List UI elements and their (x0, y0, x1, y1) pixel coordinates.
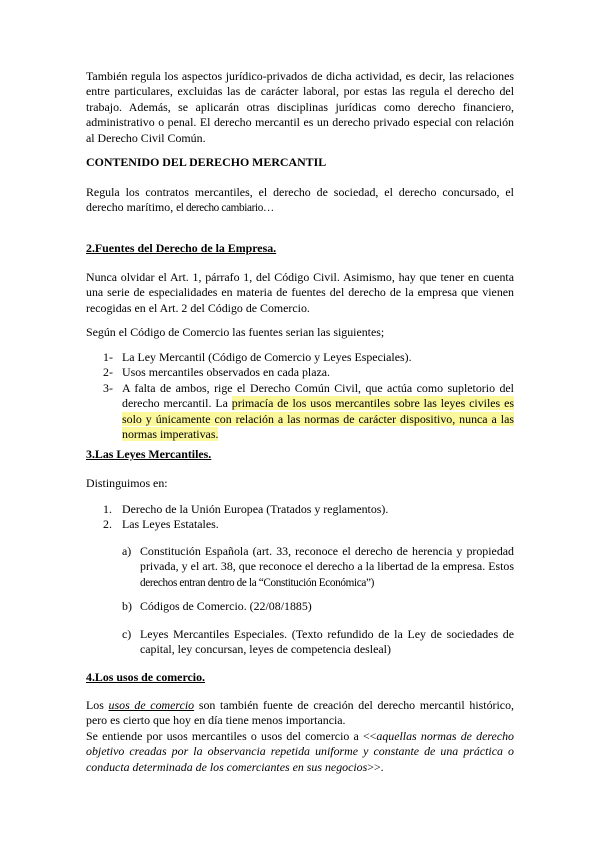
usos-quote: aquellas normas de derecho objetivo creadas por la observancia repetida uniforme y constante de una práctica o conducta determinada de los comerciantes en sus negocios (86, 729, 515, 774)
sub-item-b (86, 599, 514, 614)
sub-item-letter: b) (122, 599, 132, 613)
sub-item-row (86, 544, 514, 591)
list-item (86, 502, 514, 517)
sub-item-letter: c) (122, 627, 132, 641)
list-item-number: 2. (103, 517, 112, 532)
list-item-text: Las Leyes Estatales. (122, 517, 219, 532)
sub-item-row (86, 599, 514, 614)
usos-p2-end: >>. (367, 759, 384, 774)
list-item (86, 381, 514, 443)
list-item-text-plain: A falta de ambos, rige el Derecho Común Civil, que actúa como supletorio del derecho mercantil. La (122, 380, 514, 411)
list-item-text (122, 381, 514, 443)
list-item (86, 517, 514, 532)
sub-item-text (140, 544, 514, 591)
list-item-number: 1- (103, 350, 113, 364)
highlighted-text: primacía de los usos mercantiles sobre las leyes civiles es solo y únicamente con relación a las normas de carácter dispositivo, nunca a las normas imperativas. (122, 396, 514, 442)
fuentes-paragraph-2: Según el Código de Comercio las fuentes serian las siguientes; (86, 325, 385, 339)
list-item-text: Derecho de la Unión Europea (Tratados y reglamentos). (122, 502, 389, 516)
leyes-heading: 3.Las Leyes Mercantiles. (86, 447, 212, 461)
list-item-number: 3- (103, 380, 113, 395)
usos-paragraph-1 (86, 698, 514, 729)
usos-p2-start: Se entiende por usos mercantiles o usos del comercio a << (86, 729, 377, 743)
sub-item-text: Códigos de Comercio. (22/08/1885) (140, 599, 312, 613)
sub-item-text-main: Constitución Española (art. 33, reconoce el derecho de herencia y propiedad privada, y el art. 38, que reconoce el derecho a la libertad de la empresa. Estos (140, 544, 514, 574)
contenido-paragraph (86, 185, 514, 217)
contenido-text: Regula los contratos mercantiles, el derecho de sociedad, el derecho concursado, el derecho marítimo, (86, 185, 514, 215)
usos-de-comercio-link[interactable]: usos de comercio (108, 698, 195, 712)
contenido-heading: CONTENIDO DEL DERECHO MERCANTIL (86, 155, 327, 169)
sub-item-a (86, 544, 514, 591)
fuentes-list (86, 350, 514, 442)
fuentes-paragraph-1: Nunca olvidar el Art. 1, párrafo 1, del Código Civil. Asimismo, hay que tener en cuenta una serie de especialidades en materia de fuentes del derecho de la empresa que vienen recogidas en el Art. 2 del Código de Comercio. (86, 270, 514, 315)
sub-item-row (86, 627, 514, 658)
list-item (86, 365, 514, 380)
leyes-intro: Distinguimos en: (86, 476, 168, 490)
sub-item-letter: a) (122, 544, 132, 558)
contenido-text-end: el derecho cambiario… (176, 202, 274, 215)
intro-paragraph: También regula los aspectos jurídico-privados de dicha actividad, es decir, las relaciones entre particulares, excluidas las de carácter laboral, por estas las regula el derecho del trabajo. Además, se aplicarán otras disciplinas jurídicas como derecho financiero, administrativo o penal. El derecho mercantil es un derecho privado especial con relación al Derecho Civil Común. (86, 69, 514, 145)
list-item-number: 1. (103, 502, 112, 516)
list-item-text: Usos mercantiles observados en cada plaza. (122, 365, 331, 380)
list-item-number: 2- (103, 365, 113, 380)
usos-p1-start: Los (86, 698, 104, 712)
sub-item-text: Leyes Mercantiles Especiales. (Texto refundido de la Ley de sociedades de capital, ley concursan, leyes de competencia desleal) (140, 627, 514, 657)
sub-item-c (86, 627, 514, 658)
list-item-text: La Ley Mercantil (Código de Comercio y Leyes Especiales). (122, 350, 412, 364)
usos-heading: 4.Los usos de comercio. (86, 670, 206, 684)
usos-p1-rest: son también fuente de creación del derecho mercantil histórico, pero es cierto que hoy en día tiene menos importancia. (86, 698, 514, 728)
sub-item-text-end: derechos entran dentro de la “Constitución Económica”) (140, 576, 374, 589)
leyes-list (86, 502, 514, 533)
usos-paragraph-2 (86, 729, 514, 775)
fuentes-heading: 2.Fuentes del Derecho de la Empresa. (86, 241, 277, 255)
list-item (86, 350, 514, 365)
